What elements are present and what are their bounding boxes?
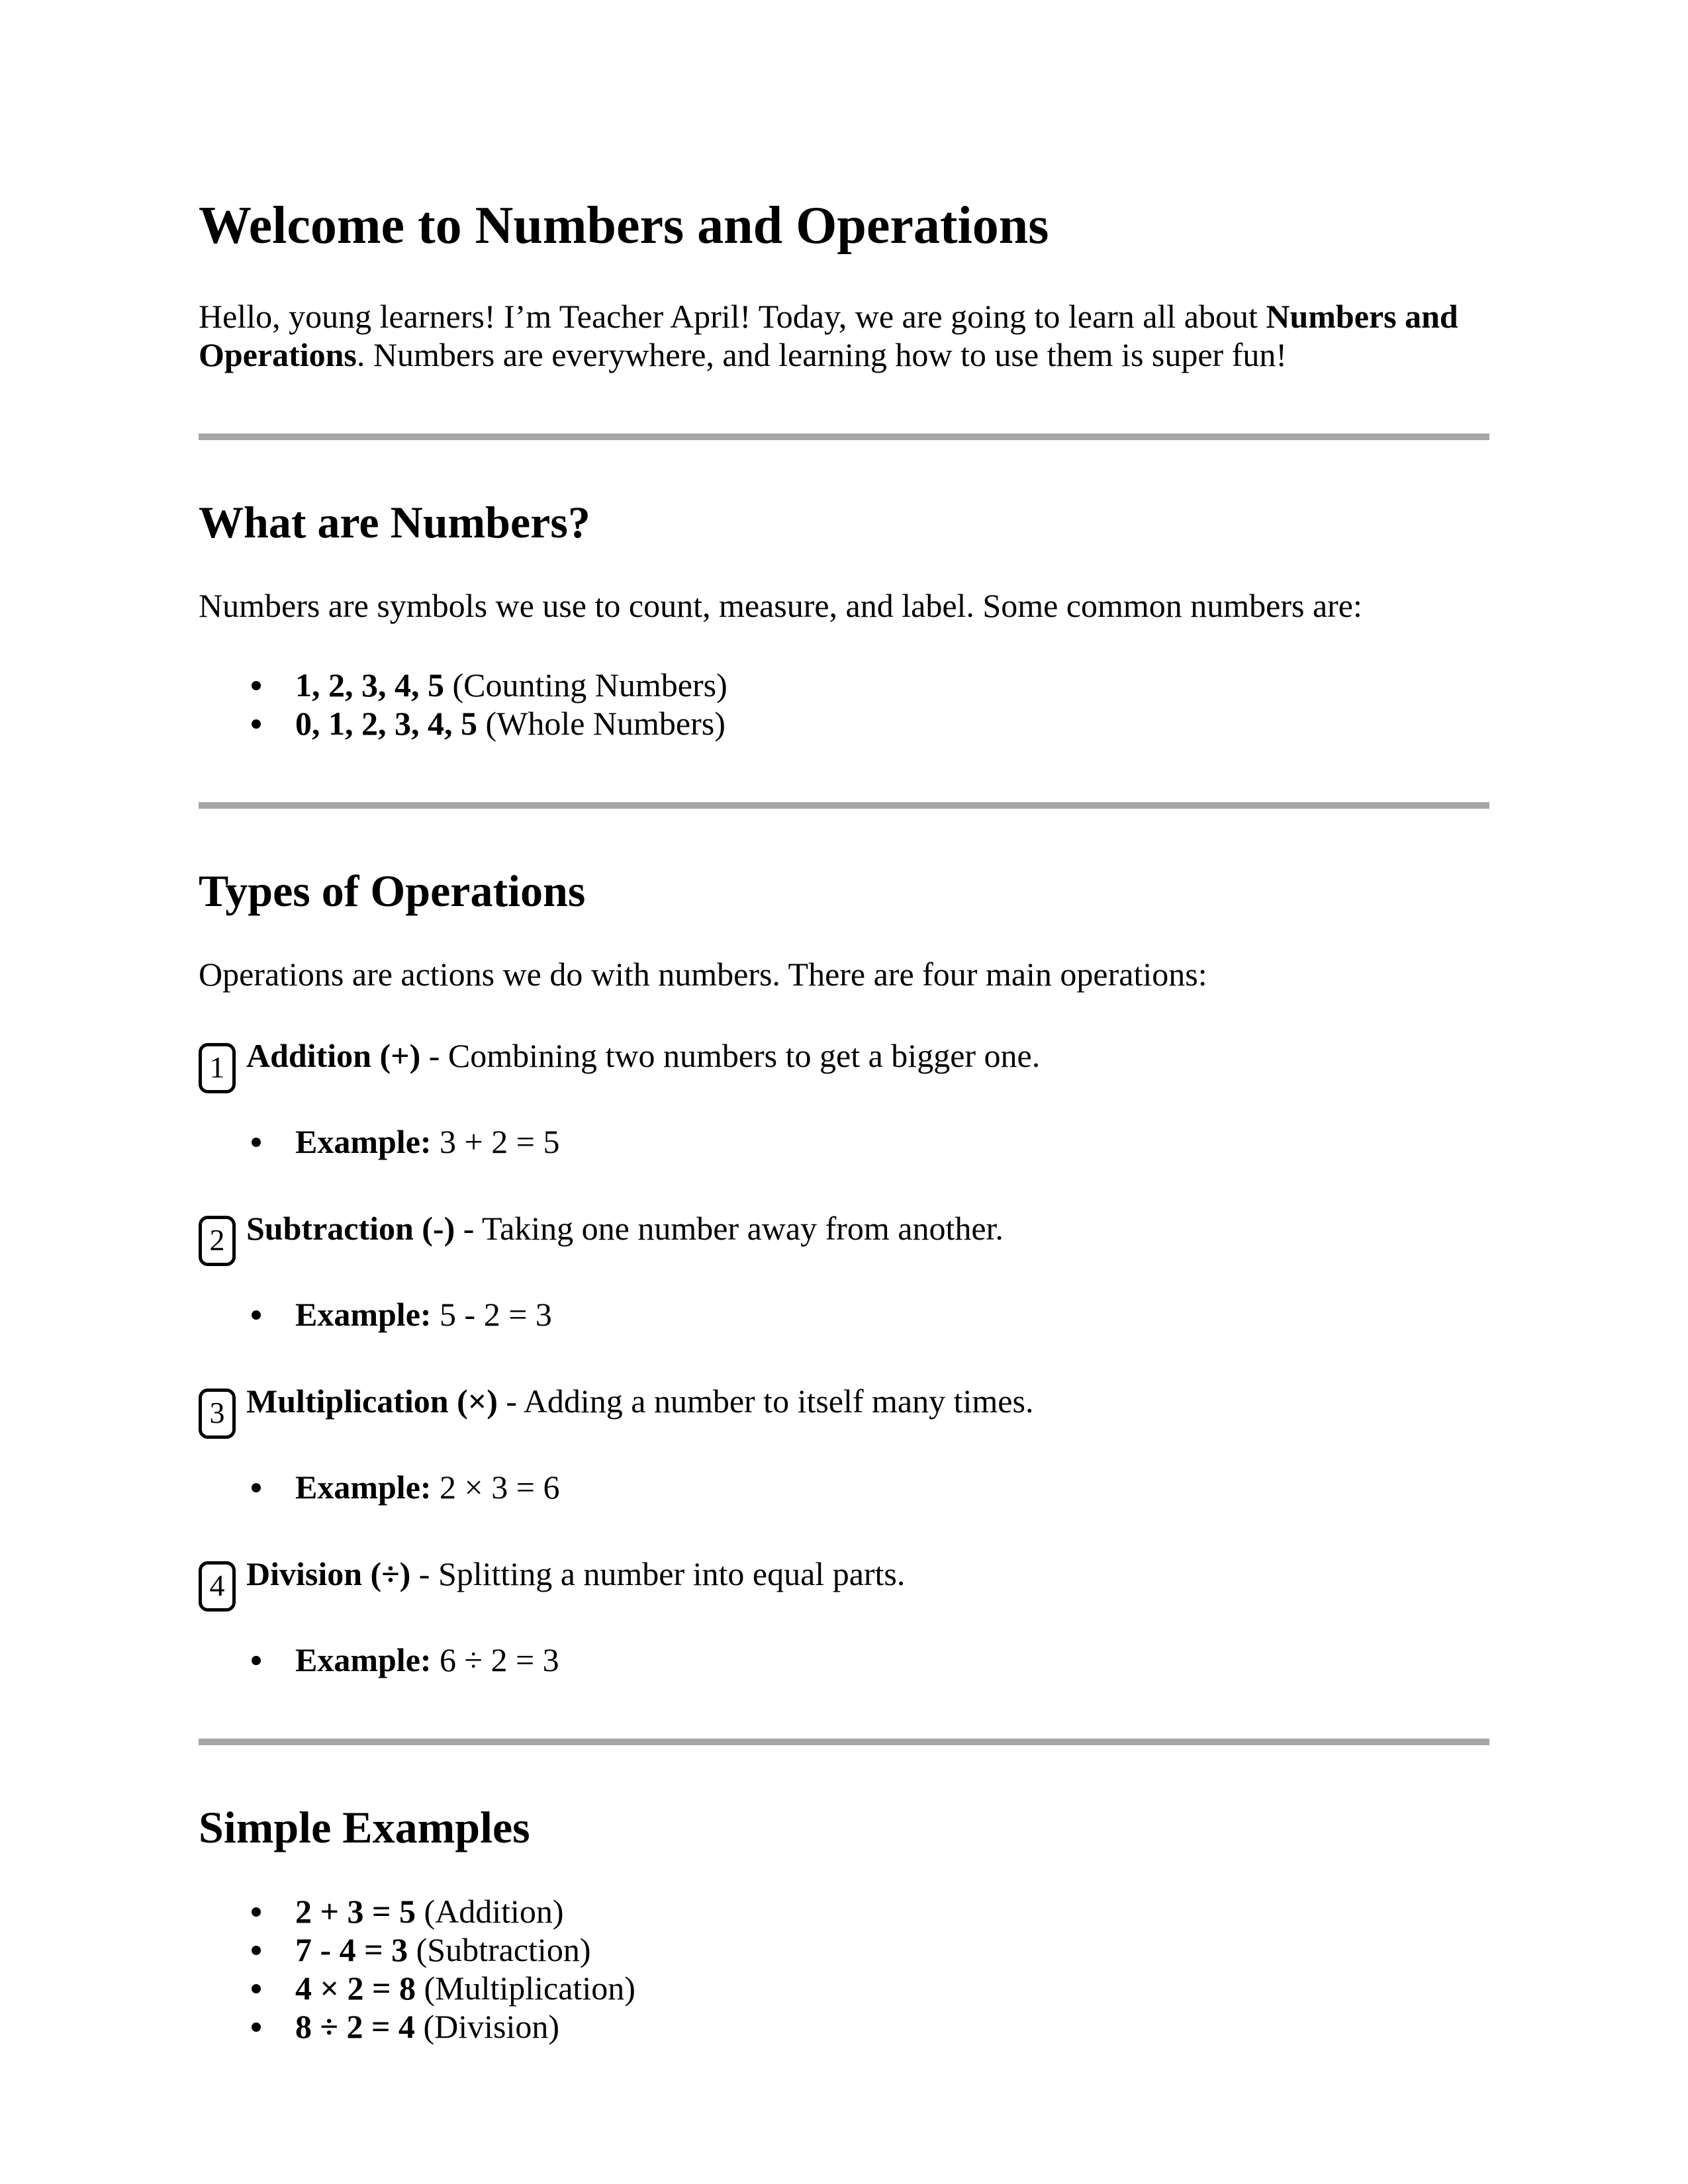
list-item [295, 1892, 1489, 1931]
keycap-2-icon: 2 [199, 1216, 236, 1266]
list-item-rest: (Whole Numbers) [477, 705, 726, 743]
list-item-bold: 1, 2, 3, 4, 5 [295, 666, 444, 704]
operation-description: - Adding a number to itself many times. [497, 1383, 1034, 1420]
list-item [295, 1931, 1489, 1969]
intro-bold-phrase: Numbers and Operations [199, 298, 1458, 373]
list-item-bold: 4 × 2 = 8 [295, 1969, 416, 2007]
bullet-icon [252, 1138, 261, 1147]
list-item-bold: 0, 1, 2, 3, 4, 5 [295, 705, 477, 743]
operation-name: Division (÷) [246, 1555, 411, 1593]
bullet-icon [252, 681, 261, 690]
bullet-icon [252, 719, 261, 729]
list-item-bold: 8 ÷ 2 = 4 [295, 2007, 415, 2045]
section-divider [199, 1739, 1489, 1745]
list-item-bold: 7 - 4 = 3 [295, 1931, 408, 1968]
operation-name: Multiplication (×) [246, 1383, 498, 1420]
section-divider [199, 433, 1489, 440]
bullet-icon [252, 2023, 261, 2032]
operation-name: Subtraction (-) [246, 1210, 455, 1248]
list-item [295, 704, 1489, 743]
page-title: Welcome to Numbers and Operations [199, 197, 1049, 255]
list-item-rest: (Multiplication) [415, 1969, 635, 2007]
bullet-icon [252, 1483, 261, 1492]
example-list [199, 1122, 1489, 1161]
keycap-1-icon: 1 [199, 1043, 236, 1093]
list-item [295, 1295, 1489, 1334]
operation-line-multiplication [199, 1380, 1489, 1439]
list-item [295, 1468, 1489, 1506]
heading-simple-examples: Simple Examples [199, 1802, 530, 1853]
example-value: 6 ÷ 2 = 3 [431, 1641, 559, 1679]
list-item-rest: (Division) [414, 2007, 559, 2045]
section-divider [199, 802, 1489, 809]
list-item [295, 1969, 1489, 2007]
example-list [199, 1641, 1489, 1679]
list-item [295, 1122, 1489, 1161]
keycap-3-icon: 3 [199, 1388, 236, 1439]
example-list [199, 1295, 1489, 1334]
list-item-rest: (Addition) [415, 1892, 564, 1930]
list-item-rest: (Subtraction) [408, 1931, 591, 1968]
intro-text-after: . Numbers are everywhere, and learning how to use them is super fun! [356, 336, 1288, 373]
operation-line-addition [199, 1034, 1489, 1093]
bullet-icon [252, 1984, 261, 1993]
example-value: 3 + 2 = 5 [431, 1123, 560, 1161]
operation-line-division [199, 1553, 1489, 1612]
example-label: Example: [295, 1641, 432, 1679]
keycap-4-icon: 4 [199, 1561, 236, 1612]
example-list [199, 1468, 1489, 1506]
intro-text-before: Hello, young learners! I’m Teacher April! Today, we are going to learn all about [199, 298, 1266, 335]
number-types-list [199, 666, 1489, 743]
example-value: 5 - 2 = 3 [431, 1296, 552, 1334]
list-item [295, 666, 1489, 704]
list-item [295, 1641, 1489, 1679]
example-label: Example: [295, 1123, 432, 1161]
bullet-icon [252, 1310, 261, 1320]
operation-description: - Splitting a number into equal parts. [410, 1555, 906, 1593]
list-item-bold: 2 + 3 = 5 [295, 1892, 416, 1930]
bullet-icon [252, 1656, 261, 1665]
intro-paragraph [199, 297, 1489, 374]
example-label: Example: [295, 1469, 432, 1506]
list-item-rest: (Counting Numbers) [444, 666, 727, 704]
operation-description: - Combining two numbers to get a bigger one. [420, 1037, 1041, 1075]
list-item [295, 2007, 1489, 2046]
heading-types-of-operations: Types of Operations [199, 866, 586, 917]
example-label: Example: [295, 1296, 432, 1334]
operation-line-subtraction [199, 1207, 1489, 1266]
bullet-icon [252, 1946, 261, 1955]
types-of-operations-paragraph: Operations are actions we do with numbers. There are four main operations: [199, 956, 1207, 993]
simple-examples-list [199, 1892, 1489, 2046]
what-are-numbers-paragraph: Numbers are symbols we use to count, measure, and label. Some common numbers are: [199, 587, 1362, 625]
bullet-icon [252, 1907, 261, 1917]
operation-description: - Taking one number away from another. [455, 1210, 1004, 1248]
example-value: 2 × 3 = 6 [431, 1469, 560, 1506]
heading-what-are-numbers: What are Numbers? [199, 497, 590, 547]
operation-name: Addition (+) [246, 1037, 421, 1075]
